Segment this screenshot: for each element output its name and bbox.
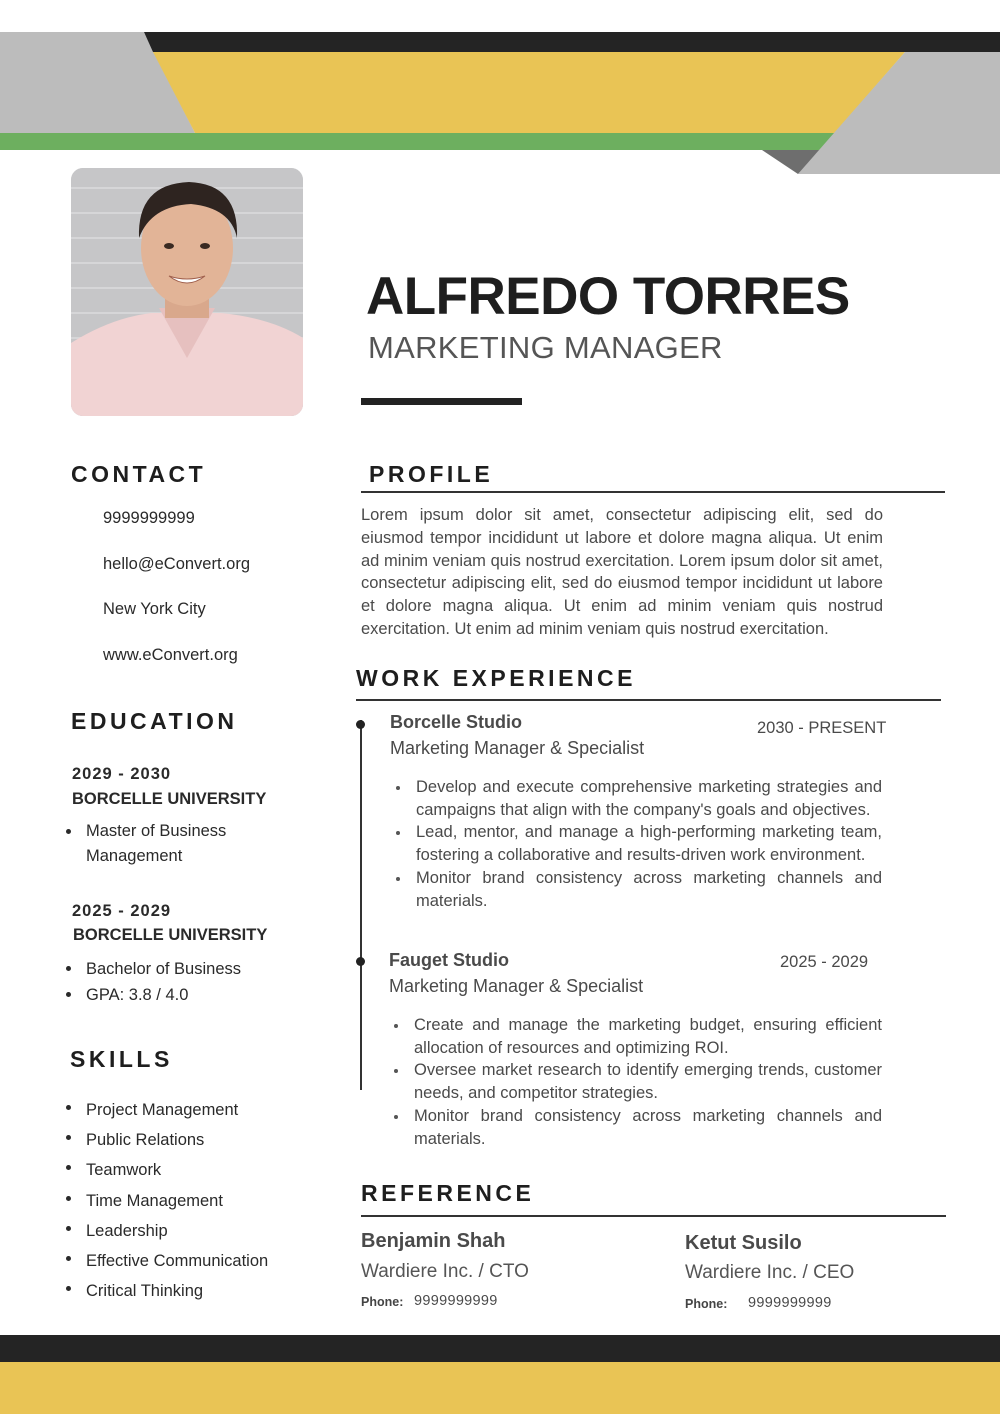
header-yellow-band [153, 52, 905, 133]
contact-phone: 9999999999 [103, 509, 195, 527]
job-role: Marketing Manager & Specialist [389, 976, 644, 996]
reference-phone: 9999999999 [414, 1293, 498, 1309]
skills-list [64, 1095, 324, 1306]
education-school: BORCELLE UNIVERSITY [72, 790, 267, 808]
work-rule [356, 699, 941, 701]
reference-name: Benjamin Shah [361, 1230, 506, 1252]
candidate-name: ALFREDO TORRES [366, 267, 850, 326]
education-school: BORCELLE UNIVERSITY [73, 926, 268, 944]
education-detail: Master of Business Management [64, 819, 264, 869]
skill-item: Public Relations [64, 1125, 324, 1155]
skill-item: Critical Thinking [64, 1276, 324, 1306]
education-years: 2029 - 2030 [72, 765, 172, 783]
job-bullet: Monitor brand consistency across marketing channels and materials. [392, 867, 882, 912]
reference-rule [361, 1215, 946, 1217]
reference-org: Wardiere Inc. / CEO [685, 1262, 855, 1283]
work-heading: WORK EXPERIENCE [356, 665, 636, 691]
candidate-title: MARKETING MANAGER [368, 330, 723, 365]
header-green-band [0, 133, 835, 150]
profile-text: Lorem ipsum dolor sit amet, consectetur adipiscing elit, sed do eiusmod tempor incididunt ut labore et dolore magna aliqua. Ut enim ad minim veniam quis nostrud exercitation. Lorem ipsum dolor sit amet, consectetur adipiscing elit, sed do eiusmod tempor incididunt ut labore et dolore magna aliqua. Ut enim ad minim veniam quis nostrud exercitation. Ut enim ad minim veniam quis nostrud exercitation. [361, 506, 883, 638]
reference-phone-label: Phone: [361, 1295, 404, 1309]
education-detail: GPA: 3.8 / 4.0 [64, 982, 304, 1008]
job-bullet: Develop and execute comprehensive marketing strategies and campaigns that align with the company's goals and objectives. [392, 776, 882, 821]
job-bullet: Lead, mentor, and manage a high-performing marketing team, fostering a collaborative and results-driven work environment. [392, 821, 882, 866]
footer-yellow-band [0, 1362, 1000, 1414]
reference-org: Wardiere Inc. / CTO [361, 1261, 529, 1282]
job-company: Fauget Studio [389, 950, 509, 970]
job-bullets [392, 776, 882, 912]
skill-item: Leadership [64, 1216, 324, 1246]
skill-item: Effective Communication [64, 1246, 324, 1276]
reference-name: Ketut Susilo [685, 1232, 802, 1254]
education-details [64, 956, 304, 1008]
profile-heading: PROFILE [369, 461, 494, 487]
job-bullet: Create and manage the marketing budget, ensuring efficient allocation of resources and optimizing ROI. [390, 1014, 882, 1059]
skill-item: Time Management [64, 1186, 324, 1216]
contact-location: New York City [103, 600, 206, 618]
job-dates: 2030 - PRESENT [757, 719, 887, 737]
job-bullets [390, 1014, 882, 1150]
contact-email[interactable]: hello@eConvert.org [103, 555, 250, 573]
timeline-dot [356, 957, 365, 966]
education-details [64, 819, 264, 869]
timeline-line [360, 720, 362, 1090]
job-company: Borcelle Studio [390, 712, 523, 732]
job-bullet: Oversee market research to identify emerging trends, customer needs, and competitor strategies. [390, 1059, 882, 1104]
contact-heading: CONTACT [71, 461, 207, 487]
reference-phone: 9999999999 [748, 1295, 832, 1311]
skill-item: Project Management [64, 1095, 324, 1125]
education-years: 2025 - 2029 [72, 902, 172, 920]
job-role: Marketing Manager & Specialist [390, 738, 645, 758]
profile-rule [361, 491, 945, 493]
education-detail: Bachelor of Business [64, 956, 304, 982]
reference-phone-label: Phone: [685, 1297, 728, 1311]
footer-black-band [0, 1335, 1000, 1362]
reference-heading: REFERENCE [361, 1180, 535, 1206]
skill-item: Teamwork [64, 1155, 324, 1185]
contact-website[interactable]: www.eConvert.org [103, 646, 238, 664]
header-black-band [144, 32, 1000, 52]
timeline-dot [356, 720, 365, 729]
profile-photo [71, 168, 303, 416]
education-heading: EDUCATION [71, 708, 238, 734]
job-dates: 2025 - 2029 [780, 953, 869, 971]
job-bullet: Monitor brand consistency across marketing channels and materials. [390, 1105, 882, 1150]
skills-heading: SKILLS [70, 1046, 173, 1072]
name-underline [361, 398, 522, 405]
header-decoration [0, 0, 1000, 180]
